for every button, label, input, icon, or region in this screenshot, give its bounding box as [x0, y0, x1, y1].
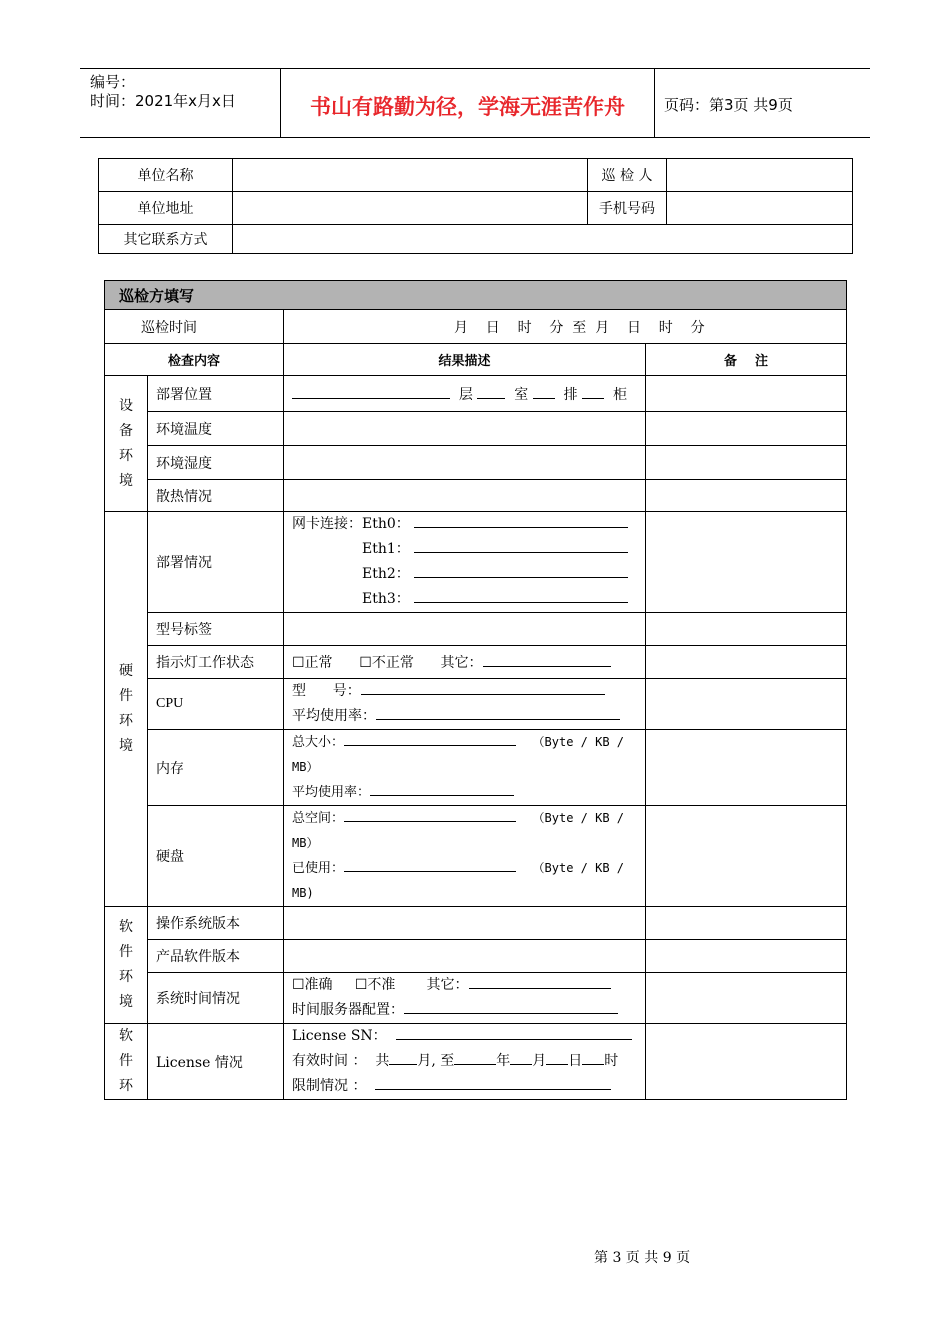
memory-label: 内存 — [148, 730, 284, 806]
software-env-group: 软 件 环 境 — [105, 907, 148, 1024]
deploy-label: 部署情况 — [148, 512, 284, 613]
sys-time-label: 系统时间情况 — [148, 973, 284, 1024]
license-remark[interactable] — [646, 1024, 847, 1100]
motto: 书山有路勤为径，学海无涯苦作舟 — [310, 95, 625, 119]
license-group: 软 件 环 — [105, 1024, 148, 1100]
temperature-remark[interactable] — [646, 412, 847, 446]
os-version-label: 操作系统版本 — [148, 907, 284, 940]
number-label: 编号： — [90, 73, 136, 91]
location-remark[interactable] — [646, 376, 847, 412]
memory-field[interactable]: 总大小： （Byte / KB / MB） 平均使用率： — [284, 730, 646, 806]
temperature-label: 环境温度 — [148, 412, 284, 446]
os-version-remark[interactable] — [646, 907, 847, 940]
inspect-time-value[interactable]: 月 日 时 分 至 月 日 时 分 — [284, 310, 847, 344]
abnormal-checkbox[interactable]: ☐不正常 — [359, 655, 414, 671]
indicator-remark[interactable] — [646, 646, 847, 679]
license-label: License 情况 — [148, 1024, 284, 1100]
location-label: 部署位置 — [148, 376, 284, 412]
cpu-remark[interactable] — [646, 679, 847, 730]
equipment-env-group: 设 备 环 境 — [105, 376, 148, 512]
unit-name-field[interactable] — [233, 159, 588, 192]
memory-remark[interactable] — [646, 730, 847, 806]
phone-field[interactable] — [667, 192, 853, 225]
os-version-field[interactable] — [284, 907, 646, 940]
cpu-label: CPU — [148, 679, 284, 730]
temperature-field[interactable] — [284, 412, 646, 446]
license-field[interactable]: License SN： 有效时间 ： 共 月, 至 年 月 日 时 限制情况 ： — [284, 1024, 646, 1100]
time-label: 时间：2021年x月x日 — [90, 92, 236, 110]
unit-address-label: 单位地址 — [99, 192, 233, 225]
page-footer: 第 3 页 共 9 页 — [594, 1250, 691, 1266]
product-version-remark[interactable] — [646, 940, 847, 973]
unit-address-field[interactable] — [233, 192, 588, 225]
location-field[interactable]: 层 室 排 柜 — [284, 376, 646, 412]
disk-field[interactable]: 总空间： （Byte / KB / MB） 已使用： （Byte / KB / MB) — [284, 806, 646, 907]
inspector-field[interactable] — [667, 159, 853, 192]
cooling-remark[interactable] — [646, 480, 847, 512]
unit-name-label: 单位名称 — [99, 159, 233, 192]
humidity-field[interactable] — [284, 446, 646, 480]
cpu-field[interactable]: 型 号： 平均使用率： — [284, 679, 646, 730]
sys-time-field[interactable]: ☐准确 ☐不准 其它： 时间服务器配置： — [284, 973, 646, 1024]
product-version-field[interactable] — [284, 940, 646, 973]
humidity-remark[interactable] — [646, 446, 847, 480]
inspect-time-label: 巡检时间 — [105, 310, 284, 344]
phone-label: 手机号码 — [588, 192, 667, 225]
header-motto-cell — [281, 69, 655, 137]
col-content-header: 检查内容 — [105, 344, 284, 376]
normal-checkbox[interactable]: ☐正常 — [292, 655, 333, 671]
indicator-field[interactable]: ☐正常 ☐不正常 其它： — [284, 646, 646, 679]
col-remark-header: 备 注 — [646, 344, 847, 376]
unit-info-table — [98, 158, 853, 254]
model-tag-field[interactable] — [284, 613, 646, 646]
section-title: 巡检方填写 — [105, 281, 847, 310]
cooling-field[interactable] — [284, 480, 646, 512]
deploy-remark[interactable] — [646, 512, 847, 613]
indicator-label: 指示灯工作状态 — [148, 646, 284, 679]
humidity-label: 环境湿度 — [148, 446, 284, 480]
disk-label: 硬盘 — [148, 806, 284, 907]
header-meta — [80, 69, 281, 137]
col-result-header: 结果描述 — [284, 344, 646, 376]
inaccurate-checkbox[interactable]: ☐不准 — [354, 977, 396, 993]
model-tag-label: 型号标签 — [148, 613, 284, 646]
hardware-env-group: 硬 件 环 境 — [105, 512, 148, 907]
other-contact-label: 其它联系方式 — [99, 225, 233, 254]
other-contact-field[interactable] — [233, 225, 853, 254]
disk-remark[interactable] — [646, 806, 847, 907]
accurate-checkbox[interactable]: ☐准确 — [292, 977, 333, 993]
cooling-label: 散热情况 — [148, 480, 284, 512]
product-version-label: 产品软件版本 — [148, 940, 284, 973]
page-info: 页码：第3页 共9页 — [664, 96, 793, 114]
inspection-table — [104, 280, 847, 1100]
page-header — [80, 68, 870, 138]
deploy-field[interactable]: 网卡连接：Eth0： Eth1： Eth2： Eth3： — [284, 512, 646, 613]
inspector-label: 巡 检 人 — [588, 159, 667, 192]
model-tag-remark[interactable] — [646, 613, 847, 646]
sys-time-remark[interactable] — [646, 973, 847, 1024]
